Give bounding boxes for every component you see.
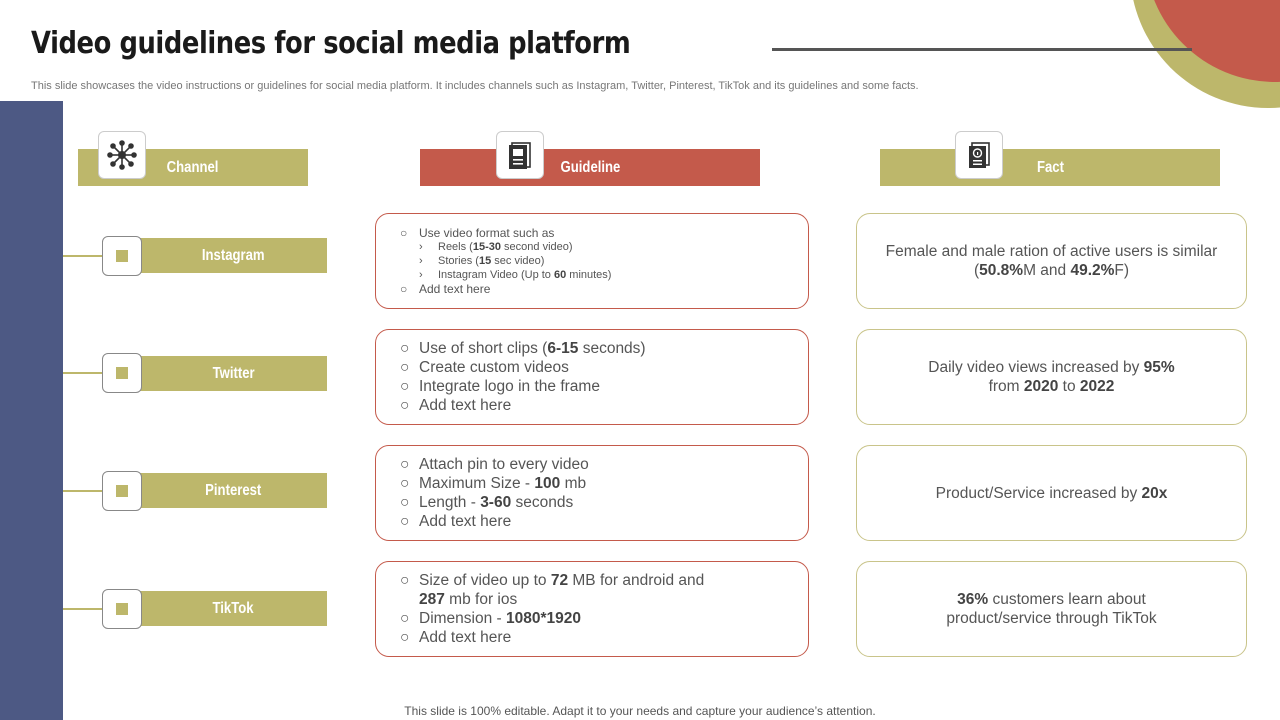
page-subtitle: This slide showcases the video instructions or guidelines for social media platform. It includes channels such as Instagram, Twitter, Pinterest, TikTok and its guidelines and some facts. [31,80,919,92]
channel-instagram: Instagram [140,238,327,273]
fact-instagram: Female and male ration of active users is similar (50.8%M and 49.2%F) [856,213,1247,309]
guideline-header: Guideline [420,149,760,186]
channel-pinterest: Pinterest [140,473,327,508]
channel-marker [102,236,142,276]
left-sidebar-bar [0,101,63,720]
guideline-instagram: ○ Use video format such as › Reels (15-30 second video) › Stories (15 sec video) › Instagram Video (Up to 60 minutes) ○ Add text here [375,213,809,309]
fact-twitter: Daily video views increased by 95% from 2020 to 2022 [856,329,1247,425]
guideline-twitter: ○ Use of short clips (6-15 seconds) ○ Create custom videos ○ Integrate logo in the frame ○ Add text here [375,329,809,425]
guideline-tiktok: ○ Size of video up to 72 MB for android and 287 mb for ios ○ Dimension - 1080*1920 ○ Add text here [375,561,809,657]
fact-tiktok: 36% customers learn about product/service through TikTok [856,561,1247,657]
channel-marker [102,353,142,393]
page-title: Video guidelines for social media platform [31,26,631,61]
guideline-pinterest: ○ Attach pin to every video ○ Maximum Size - 100 mb ○ Length - 3-60 seconds ○ Add text here [375,445,809,541]
info-document-icon [955,131,1003,179]
title-underline [772,48,1192,51]
channel-tiktok: TikTok [140,591,327,626]
network-icon [98,131,146,179]
fact-pinterest: Product/Service increased by 20x [856,445,1247,541]
document-icon [496,131,544,179]
channel-header: Channel [78,149,308,186]
channel-marker [102,589,142,629]
channel-twitter: Twitter [140,356,327,391]
fact-header: Fact [880,149,1220,186]
footer-note: This slide is 100% editable. Adapt it to your needs and capture your audience’s attention. [404,704,876,718]
channel-marker [102,471,142,511]
